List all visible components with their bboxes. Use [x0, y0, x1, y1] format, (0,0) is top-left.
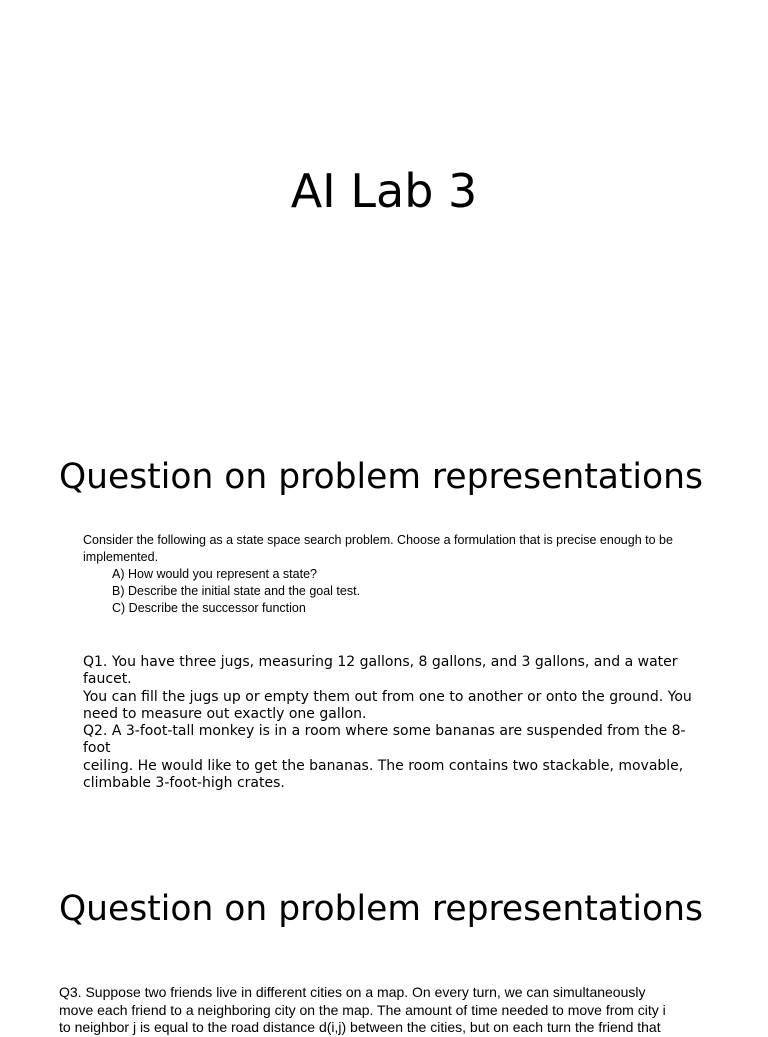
task-list: [83, 566, 698, 617]
question-line: climbable 3-foot-high crates.: [83, 775, 285, 792]
question-line: need to measure out exactly one gallon.: [83, 705, 367, 722]
slide-questions-1: [0, 432, 768, 864]
slide-questions-2: [0, 864, 768, 1035]
question-line: to neighbor j is equal to the road distance d(i,j) between the cities, but on each turn the friend that: [59, 1019, 661, 1035]
task-item: B) Describe the initial state and the goal test.: [112, 584, 361, 598]
intro-text: Consider the following as a state space search problem. Choose a formulation that is precise enough to be implemented.: [83, 533, 673, 564]
question-line: You can fill the jugs up or empty them out from one to another or onto the ground. You: [83, 688, 692, 705]
intro-block: [83, 532, 698, 617]
question-line: Q3. Suppose two friends live in different cities on a map. On every turn, we can simultaneously: [59, 984, 646, 1000]
question-block: [59, 984, 739, 1037]
question-line: ceiling. He would like to get the bananas. The room contains two stackable, movable,: [83, 757, 684, 774]
page-title: AI Lab 3: [290, 164, 478, 218]
section-title: Question on problem representations: [59, 457, 703, 497]
task-item: C) Describe the successor function: [112, 601, 306, 615]
question-line: move each friend to a neighboring city on the map. The amount of time needed to move from city i: [59, 1001, 666, 1018]
question-block: [83, 654, 698, 792]
section-title: Question on problem representations: [59, 889, 703, 929]
slide-title: [0, 0, 768, 432]
question-line: Q2. A 3-foot-tall monkey is in a room where some bananas are suspended from the 8-foot: [83, 723, 686, 757]
task-item: A) How would you represent a state?: [112, 567, 317, 581]
question-line: Q1. You have three jugs, measuring 12 gallons, 8 gallons, and 3 gallons, and a water faucet.: [83, 654, 678, 688]
